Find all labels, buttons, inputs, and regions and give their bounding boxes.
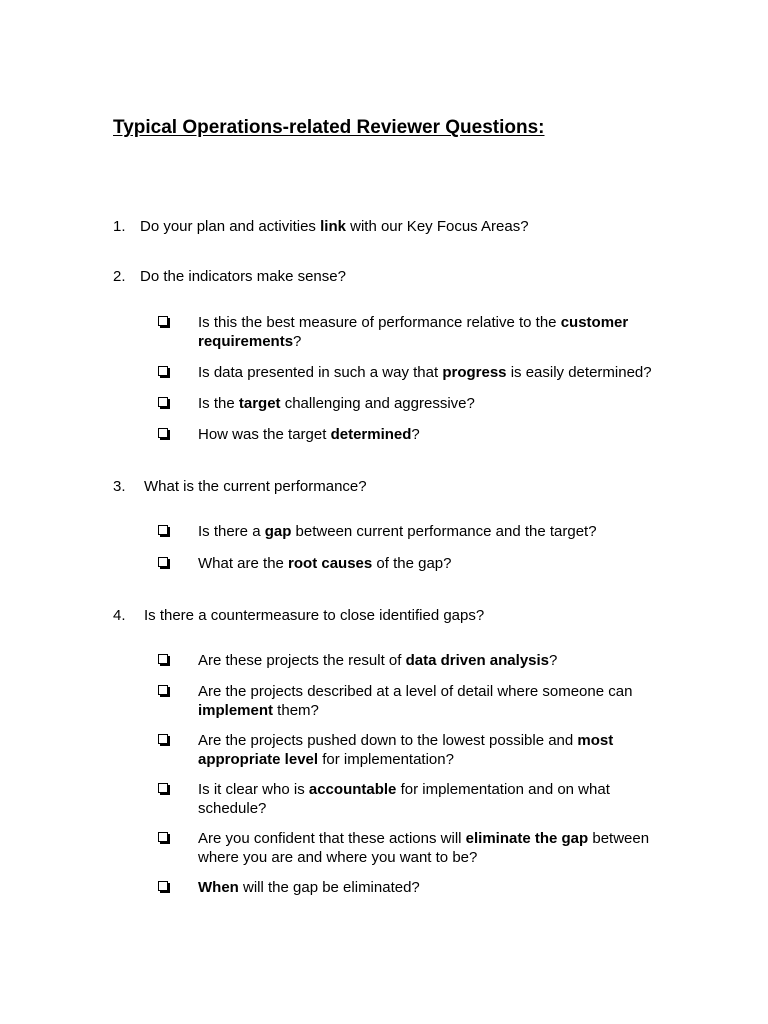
text-run: Is the [198,395,239,412]
text-run: Are the projects described at a level of detail where someone can [198,683,633,700]
text-run: of the gap? [372,555,452,572]
text-run: them? [273,701,319,719]
text-run: Is data presented in such a way that [198,364,443,381]
checkbox-bullet-icon [158,397,168,407]
emphasis-text: accountable [308,781,397,798]
checklist-item-text [198,781,658,818]
question-text [144,478,367,495]
checklist-item-text [198,652,658,671]
text-run: Is this the best measure of performance relative to the [198,314,561,331]
question-4 [113,607,484,625]
checkbox-bullet-icon [158,685,168,695]
emphasis-text: target [238,395,281,412]
emphasis-text: progress [442,364,507,381]
text-run: challenging and aggressive? [280,395,475,412]
checkbox-bullet-icon [158,734,168,744]
checkbox-bullet-icon [158,783,168,793]
question-number: 2. [113,268,126,285]
text-run: with our Key Focus Areas? [345,218,529,235]
question-number: 3. [113,478,126,495]
checkbox-bullet-icon [158,557,168,567]
checkbox-bullet-icon [158,832,168,842]
checklist-item-text [198,555,658,574]
text-run: Do your plan and activities [140,218,321,235]
question-number: 1. [113,218,126,235]
checklist-item-text [198,830,658,867]
text-run: Is there a countermeasure to close identified gaps? [144,607,485,624]
emphasis-text: link [320,218,346,235]
checklist-item-text [198,395,658,414]
emphasis-text: implement [198,701,274,719]
checklist-item-text [198,732,658,769]
text-run: for implementation? [318,750,454,768]
checklist-item-text [198,364,658,383]
question-text [144,607,484,624]
emphasis-text: eliminate the gap [465,830,589,847]
text-run: How was the target [198,426,331,443]
emphasis-text: customer requirements [198,314,629,350]
text-run: Is there a [198,523,265,540]
emphasis-text: gap [264,523,292,540]
emphasis-text: data driven analysis [405,652,550,669]
emphasis-text: determined [330,426,412,443]
question-1 [113,218,529,236]
text-run: between current performance and the target? [291,523,597,540]
text-run: What are the [198,555,289,572]
checklist-item-text [198,879,658,898]
checkbox-bullet-icon [158,316,168,326]
emphasis-text: root causes [288,555,373,572]
emphasis-text: most appropriate level [198,732,614,768]
checkbox-bullet-icon [158,881,168,891]
text-run: for implementation and on what schedule? [198,781,610,817]
text-run: ? [293,332,302,350]
question-3 [113,478,367,496]
text-run: will the gap be eliminated? [238,879,420,896]
question-2 [113,268,346,286]
emphasis-text: When [198,879,239,896]
checklist-item-text [198,314,658,351]
checkbox-bullet-icon [158,366,168,376]
text-run: ? [549,652,558,669]
text-run: between where you are and where you want to be? [198,830,650,866]
checklist-item-text [198,523,658,542]
checkbox-bullet-icon [158,654,168,664]
checkbox-bullet-icon [158,428,168,438]
checklist-item-text [198,426,658,445]
text-run: What is the current performance? [144,478,367,495]
question-number: 4. [113,607,126,624]
text-run: ? [411,426,420,443]
text-run: Do the indicators make sense? [140,268,346,285]
text-run: Are the projects pushed down to the lowest possible and [198,732,578,749]
text-run: Are these projects the result of [198,652,406,669]
page-title: Typical Operations-related Reviewer Questions: [113,117,545,138]
text-run: Is it clear who is [198,781,309,798]
question-text [140,218,529,235]
checklist-item-text [198,683,658,720]
text-run: Are you confident that these actions will [198,830,466,847]
checkbox-bullet-icon [158,525,168,535]
question-text [140,268,346,285]
text-run: is easily determined? [506,364,652,381]
